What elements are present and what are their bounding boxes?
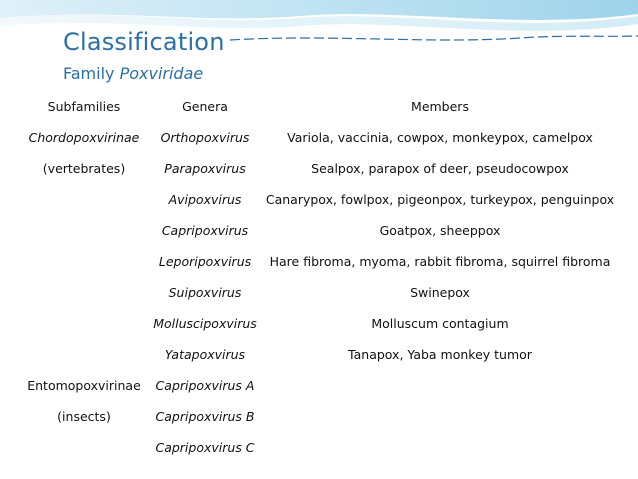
genus-cell: Capripoxvirus B [155,409,255,424]
members-cell: Sealpox, parapox of deer, pseudocowpox [311,161,569,176]
genus-cell: Suipoxvirus [168,285,242,300]
subfamily-cell: Entomopoxvirinae [27,378,141,393]
genus-cell: Capripoxvirus C [155,440,255,455]
genus-cell: Avipoxvirus [168,192,242,207]
members-cell: Canarypox, fowlpox, pigeonpox, turkeypox, penguinpox [265,192,615,207]
members-cell: Tanapox, Yaba monkey tumor [348,347,532,362]
members-cell: Hare fibroma, myoma, rabbit fibroma, squirrel fibroma [269,254,611,269]
header-genera: Genera [182,99,228,114]
genus-cell: Yatapoxvirus [164,347,246,362]
header-members: Members [411,99,469,114]
genus-cell: Capripoxvirus [161,223,249,238]
genus-cell: Orthopoxvirus [160,130,250,145]
genus-cell: Parapoxvirus [164,161,246,176]
genus-cell: Leporipoxvirus [158,254,252,269]
members-cell: Swinepox [410,285,470,300]
subtitle-prefix: Family [63,64,115,83]
members-cell: Goatpox, sheeppox [379,223,501,238]
subfamily-cell: Chordopoxvirinae [28,130,140,145]
members-cell: Variola, vaccinia, cowpox, monkeypox, camelpox [287,130,593,145]
slide-title: Classification [63,28,225,56]
header-subfamilies: Subfamilies [47,99,121,114]
subfamily-cell: (vertebrates) [42,161,126,176]
subfamily-cell: (insects) [57,409,111,424]
genus-cell: Molluscipoxvirus [153,316,257,331]
genus-cell: Capripoxvirus A [155,378,255,393]
members-cell: Molluscum contagium [371,316,509,331]
subtitle-family: Poxviridae [119,64,204,83]
